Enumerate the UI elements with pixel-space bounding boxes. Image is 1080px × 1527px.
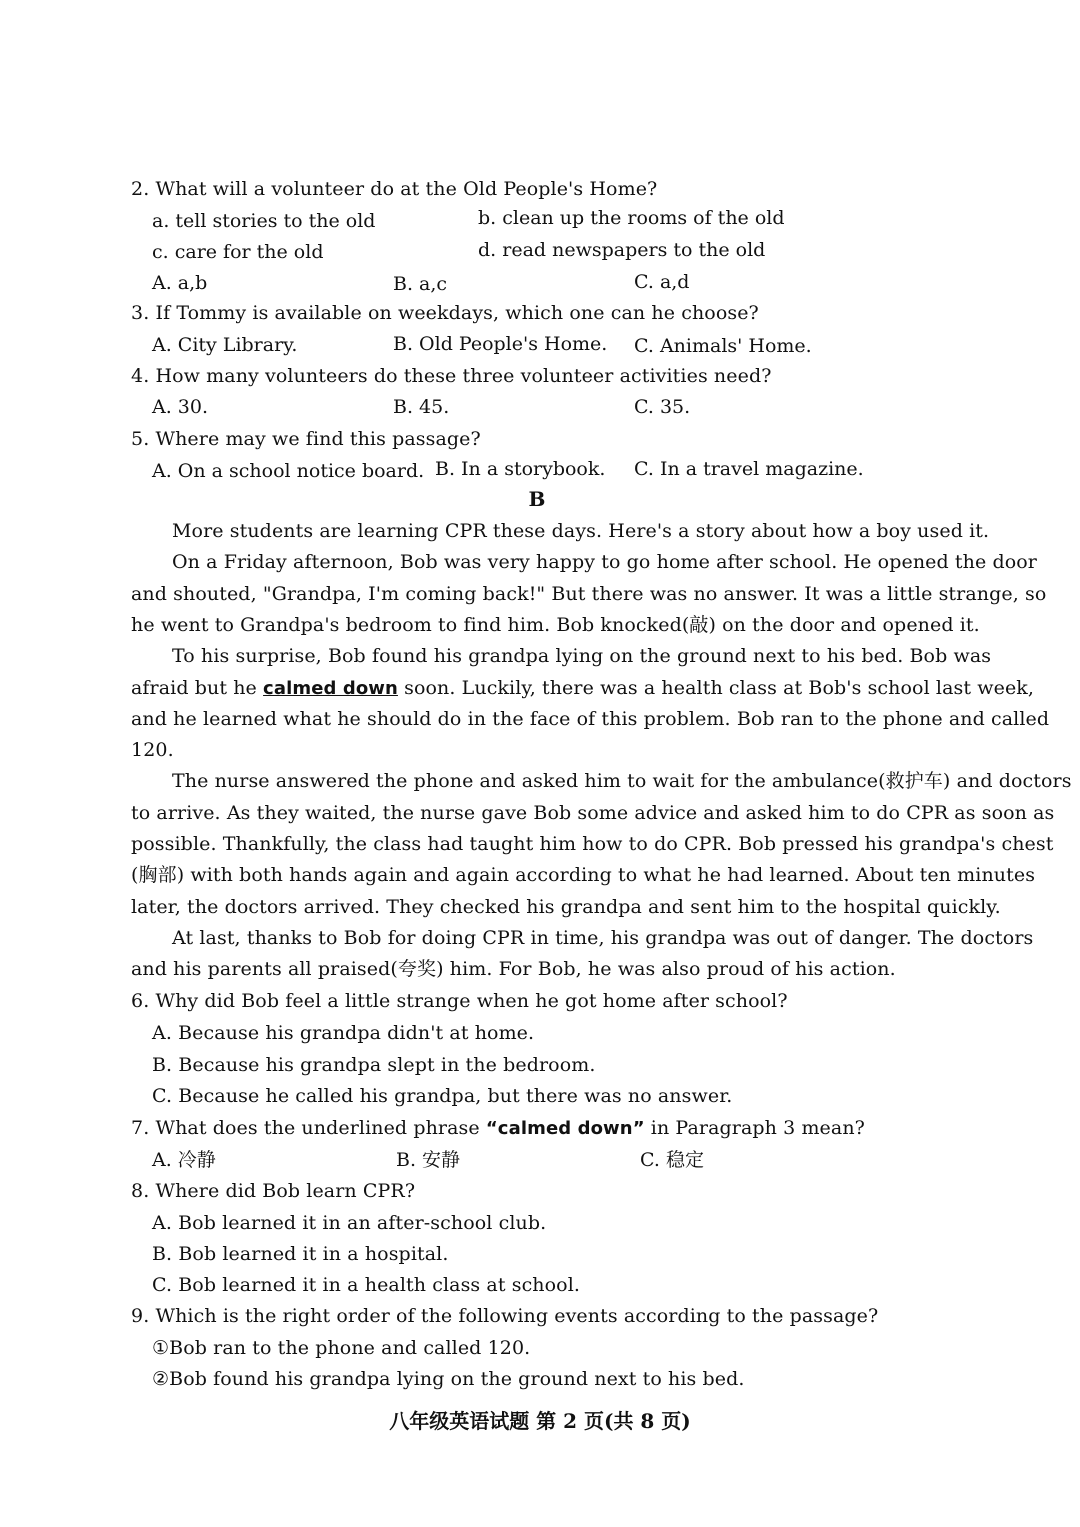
q2-item-d: d. read newspapers to the old — [478, 239, 766, 261]
passage-p4-line2: to arrive. As they waited, the nurse gave Bob some advice and asked him to do CPR as soon as — [131, 802, 1055, 824]
q7-option-b: B. 安静 — [396, 1149, 461, 1171]
passage-p5-line2: and his parents all praised(夸奖) him. For Bob, he was also proud of his action. — [131, 958, 896, 980]
q3-option-a: A. City Library. — [152, 334, 298, 356]
q6-option-a: A. Because his grandpa didn't at home. — [152, 1022, 535, 1044]
q9-event-1: ①Bob ran to the phone and called 120. — [152, 1337, 531, 1359]
q2-option-a: A. a,b — [152, 272, 208, 294]
q5-option-a: A. On a school notice board. — [152, 460, 425, 482]
page-footer: 八年级英语试题 第 2 页(共 8 页) — [389, 1409, 691, 1433]
q2-item-c: c. care for the old — [152, 241, 324, 263]
q6-option-b: B. Because his grandpa slept in the bedroom. — [152, 1054, 596, 1076]
q2-item-a: a. tell stories to the old — [152, 210, 376, 232]
section-b-heading: B — [528, 487, 546, 511]
passage-p4-line1: The nurse answered the phone and asked him to wait for the ambulance(救护车) and doctors — [172, 770, 1072, 792]
underlined-phrase-calmed-down: calmed down — [263, 678, 398, 699]
q5-option-c: C. In a travel magazine. — [634, 458, 864, 480]
q9-event-2: ②Bob found his grandpa lying on the ground next to his bed. — [152, 1368, 745, 1390]
p3-line2-pre: afraid but he — [131, 677, 264, 699]
q4-option-b: B. 45. — [393, 396, 450, 418]
passage-p1: More students are learning CPR these days. Here's a story about how a boy used it. — [172, 520, 990, 542]
passage-p3-line1: To his surprise, Bob found his grandpa lying on the ground next to his bed. Bob was — [172, 645, 992, 667]
q4-stem: 4. How many volunteers do these three volunteer activities need? — [131, 365, 772, 387]
q8-stem: 8. Where did Bob learn CPR? — [131, 1180, 416, 1202]
q6-option-c: C. Because he called his grandpa, but there was no answer. — [152, 1085, 733, 1107]
q3-stem: 3. If Tommy is available on weekdays, which one can he choose? — [131, 302, 759, 324]
q7-option-c: C. 稳定 — [640, 1149, 704, 1171]
passage-p2-line2: and shouted, "Grandpa, I'm coming back!" But there was no answer. It was a little strange, so — [131, 583, 1047, 605]
passage-p4-line3: possible. Thankfully, the class had taught him how to do CPR. Bob pressed his grandpa's chest — [131, 833, 1054, 855]
q3-option-c: C. Animals' Home. — [634, 335, 812, 357]
q7-stem-phrase: “calmed down” — [485, 1118, 645, 1139]
q2-item-b: b. clean up the rooms of the old — [478, 207, 785, 229]
passage-p3-line4: 120. — [131, 739, 174, 761]
q2-option-c: C. a,d — [634, 271, 690, 293]
q9-stem: 9. Which is the right order of the following events according to the passage? — [131, 1305, 879, 1327]
q8-option-a: A. Bob learned it in an after-school club. — [152, 1212, 547, 1234]
passage-p5-line1: At last, thanks to Bob for doing CPR in time, his grandpa was out of danger. The doctors — [172, 927, 1034, 949]
q7-option-a: A. 冷静 — [152, 1149, 216, 1171]
p3-line2-post: soon. Luckily, there was a health class at Bob's school last week, — [397, 677, 1035, 699]
q4-option-a: A. 30. — [152, 396, 209, 418]
q5-stem: 5. Where may we find this passage? — [131, 428, 481, 450]
q2-option-b: B. a,c — [393, 273, 448, 295]
q8-option-c: C. Bob learned it in a health class at school. — [152, 1274, 581, 1296]
q4-option-c: C. 35. — [634, 396, 691, 418]
q3-option-b: B. Old People's Home. — [393, 333, 608, 355]
passage-p4-line4: (胸部) with both hands again and again according to what he had learned. About ten minutes — [131, 864, 1036, 886]
q7-stem-post: in Paragraph 3 mean? — [644, 1117, 865, 1139]
passage-p2-line3: he went to Grandpa's bedroom to find him. Bob knocked(敲) on the door and opened it. — [131, 614, 980, 636]
q8-option-b: B. Bob learned it in a hospital. — [152, 1243, 449, 1265]
passage-p3-line3: and he learned what he should do in the face of this problem. Bob ran to the phone and called — [131, 708, 1050, 730]
passage-p2-line1: On a Friday afternoon, Bob was very happy to go home after school. He opened the door — [172, 551, 1037, 573]
q7-stem — [131, 1115, 865, 1142]
passage-p4-line5: later, the doctors arrived. They checked his grandpa and sent him to the hospital quickly. — [131, 896, 1001, 918]
q2-stem: 2. What will a volunteer do at the Old People's Home? — [131, 178, 658, 200]
passage-p3-line2 — [131, 675, 1035, 702]
q7-stem-pre: 7. What does the underlined phrase — [131, 1117, 486, 1139]
q6-stem: 6. Why did Bob feel a little strange when he got home after school? — [131, 990, 788, 1012]
q5-option-b: B. In a storybook. — [435, 458, 606, 480]
